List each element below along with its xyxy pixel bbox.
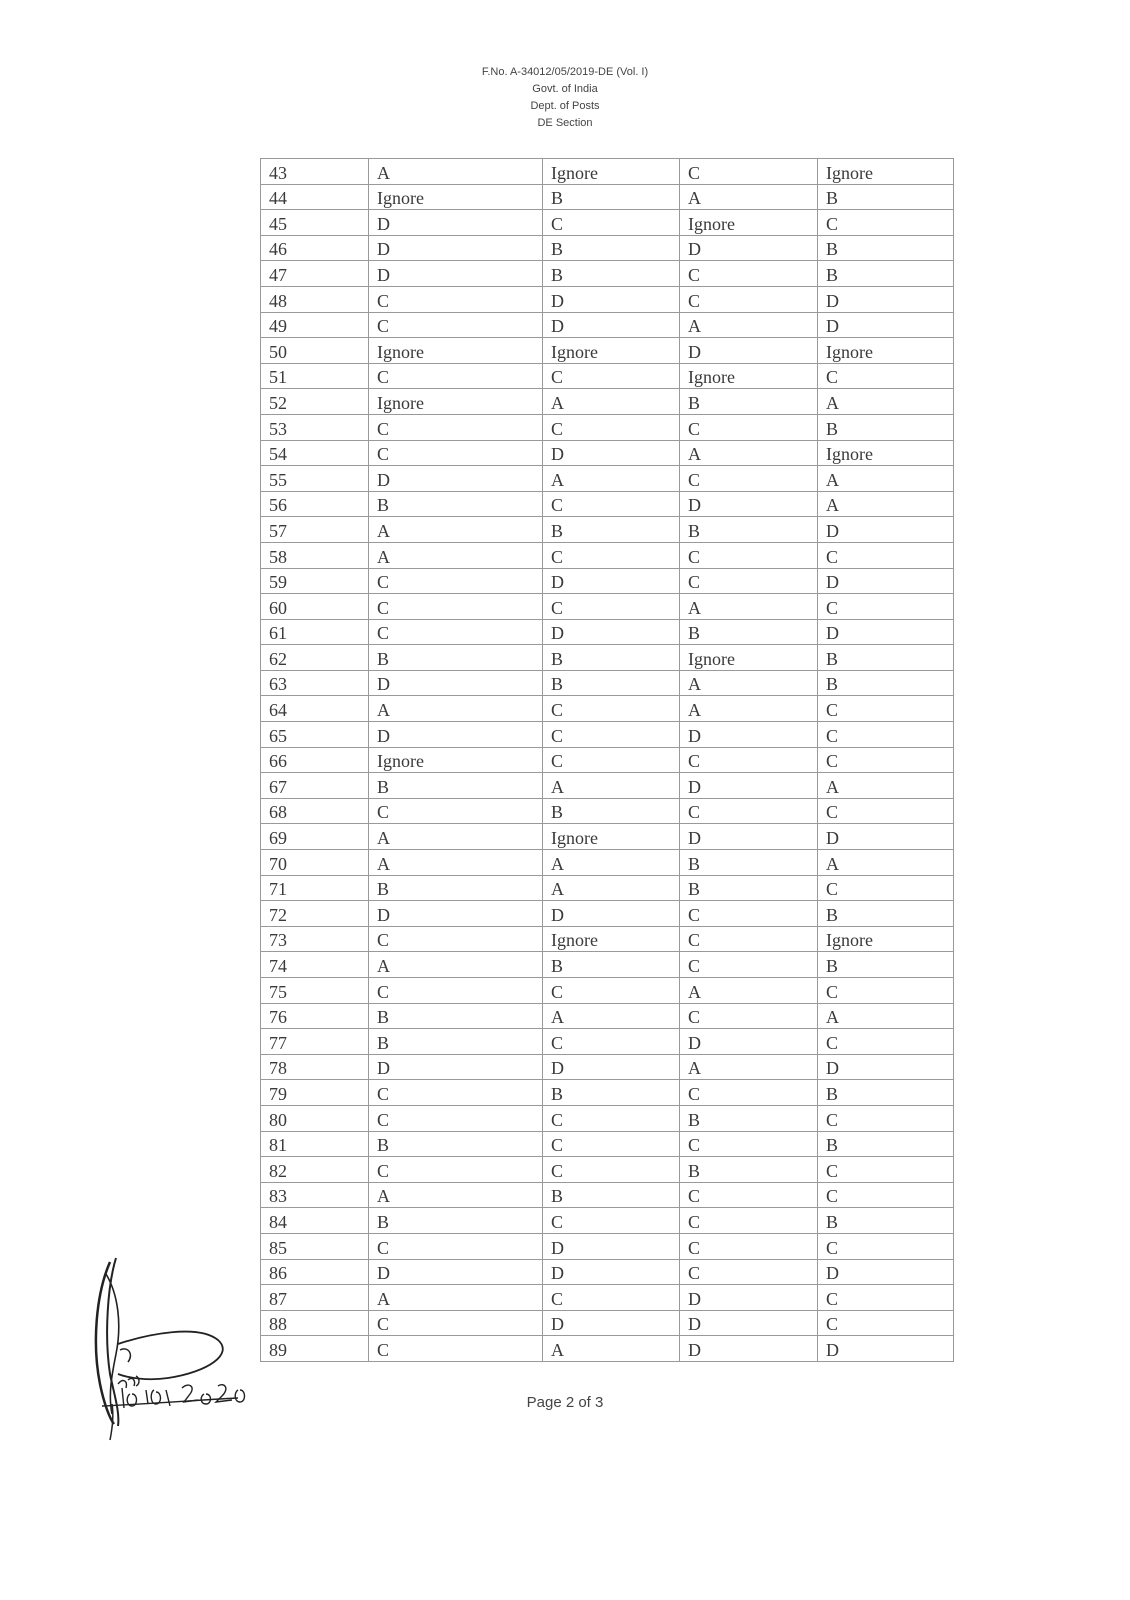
table-row [261,696,954,722]
question-number-cell: 78 [261,1054,369,1080]
answer-cell: C [543,542,680,568]
answer-cell: C [543,594,680,620]
answer-cell: B [818,645,954,671]
answer-cell: C [818,1233,954,1259]
answer-cell: B [818,235,954,261]
answer-cell: B [543,517,680,543]
page-number: Page 2 of 3 [526,1394,604,1411]
question-number-cell: 76 [261,1003,369,1029]
answer-cell: C [543,491,680,517]
answer-cell: D [369,261,543,287]
answer-cell: C [369,1233,543,1259]
answer-cell: A [818,389,954,415]
answer-cell: D [543,901,680,927]
question-number-cell: 69 [261,824,369,850]
answer-cell: B [369,1003,543,1029]
answer-cell: A [369,1285,543,1311]
question-number-cell: 63 [261,670,369,696]
table-row [261,1208,954,1234]
answer-cell: C [818,1285,954,1311]
answer-cell: D [680,1336,818,1362]
answer-cell: C [680,1208,818,1234]
answer-cell: Ignore [369,338,543,364]
answer-cell: C [818,210,954,236]
dept-label: Dept. of Posts [530,100,600,112]
answer-cell: C [818,747,954,773]
answer-cell: C [369,414,543,440]
answer-cell: Ignore [680,210,818,236]
table-row [261,568,954,594]
answer-cell: D [818,1054,954,1080]
question-number-cell: 82 [261,1157,369,1183]
question-number-cell: 79 [261,1080,369,1106]
answer-cell: B [543,261,680,287]
question-number-cell: 55 [261,466,369,492]
answer-cell: C [680,261,818,287]
question-number-cell: 44 [261,184,369,210]
answer-cell: C [369,978,543,1004]
answer-cell: C [680,1003,818,1029]
answer-cell: C [543,1285,680,1311]
answer-cell: B [543,1080,680,1106]
answer-cell: B [369,875,543,901]
question-number-cell: 48 [261,286,369,312]
question-number-cell: 64 [261,696,369,722]
answer-cell: C [543,210,680,236]
table-row [261,645,954,671]
question-number-cell: 81 [261,1131,369,1157]
table-row [261,389,954,415]
answer-cell: D [680,235,818,261]
answer-cell: A [680,1054,818,1080]
answer-cell: B [369,1208,543,1234]
answer-cell: B [818,1131,954,1157]
answer-cell: C [369,440,543,466]
table-row [261,338,954,364]
table-row [261,1285,954,1311]
answer-cell: B [680,1157,818,1183]
answer-cell: A [680,440,818,466]
table-row [261,517,954,543]
section-label: DE Section [537,117,593,129]
answer-cell: B [680,850,818,876]
answer-cell: C [680,542,818,568]
question-number-cell: 47 [261,261,369,287]
table-row [261,901,954,927]
answer-cell: B [680,1105,818,1131]
question-number-cell: 60 [261,594,369,620]
table-row [261,1080,954,1106]
answer-cell: C [369,1080,543,1106]
table-row [261,312,954,338]
answer-cell: D [818,1336,954,1362]
answer-cell: A [369,1182,543,1208]
question-number-cell: 50 [261,338,369,364]
answer-cell: D [680,338,818,364]
answer-cell: C [680,747,818,773]
answer-cell: A [369,824,543,850]
question-number-cell: 46 [261,235,369,261]
table-row [261,159,954,185]
answer-cell: C [543,696,680,722]
question-number-cell: 74 [261,952,369,978]
answer-cell: B [680,389,818,415]
answer-cell: A [369,952,543,978]
question-number-cell: 87 [261,1285,369,1311]
answer-cell: C [369,1336,543,1362]
answer-cell: D [543,568,680,594]
answer-cell: C [369,594,543,620]
question-number-cell: 85 [261,1233,369,1259]
answer-cell: Ignore [543,159,680,185]
answer-cell: C [818,594,954,620]
answer-cell: C [369,312,543,338]
answer-cell: D [543,440,680,466]
answer-cell: C [818,363,954,389]
answer-cell: D [369,670,543,696]
answer-cell: D [543,1259,680,1285]
answer-cell: A [543,773,680,799]
table-row [261,1105,954,1131]
answer-cell: A [543,1003,680,1029]
answer-cell: C [818,978,954,1004]
answer-cell: C [369,798,543,824]
question-number-cell: 58 [261,542,369,568]
answer-cell: C [543,1029,680,1055]
file-number: F.No. A-34012/05/2019-DE (Vol. I) [481,66,649,78]
answer-cell: D [369,722,543,748]
question-number-cell: 67 [261,773,369,799]
answer-cell: A [680,312,818,338]
answer-cell: B [369,1131,543,1157]
answer-cell: B [818,1208,954,1234]
table-row [261,824,954,850]
answer-cell: B [818,901,954,927]
answer-key-table [260,158,954,1362]
answer-cell: A [543,875,680,901]
answer-cell: B [543,798,680,824]
page-header [0,64,1130,132]
question-number-cell: 88 [261,1310,369,1336]
answer-cell: B [680,619,818,645]
answer-cell: C [543,978,680,1004]
answer-cell: Ignore [680,645,818,671]
table-row [261,491,954,517]
table-row [261,1054,954,1080]
answer-cell: Ignore [818,440,954,466]
answer-cell: C [680,414,818,440]
answer-cell: D [818,1259,954,1285]
answer-cell: D [369,235,543,261]
answer-cell: C [818,1105,954,1131]
answer-cell: C [680,1182,818,1208]
answer-cell: A [680,594,818,620]
table-row [261,1182,954,1208]
answer-cell: D [543,1233,680,1259]
answer-cell: D [543,619,680,645]
answer-cell: Ignore [369,184,543,210]
answer-cell: D [680,1310,818,1336]
table-row [261,747,954,773]
answer-cell: C [369,286,543,312]
answer-cell: B [818,414,954,440]
answer-cell: C [543,1105,680,1131]
answer-cell: D [818,312,954,338]
answer-cell: C [818,696,954,722]
table-row [261,414,954,440]
table-row [261,286,954,312]
table-row [261,210,954,236]
answer-cell: C [680,1080,818,1106]
answer-cell: C [680,926,818,952]
question-number-cell: 59 [261,568,369,594]
answer-cell: C [818,542,954,568]
answer-cell: B [543,235,680,261]
answer-cell: A [543,466,680,492]
table-row [261,594,954,620]
answer-cell: C [818,1182,954,1208]
answer-cell: D [369,1259,543,1285]
answer-cell: D [818,824,954,850]
answer-cell: B [543,670,680,696]
answer-cell: A [818,773,954,799]
table-row [261,1029,954,1055]
answer-cell: D [543,1054,680,1080]
answer-cell: Ignore [818,926,954,952]
answer-cell: C [818,798,954,824]
answer-cell: A [680,670,818,696]
answer-cell: C [680,1233,818,1259]
answer-cell: C [369,1157,543,1183]
answer-cell: B [369,773,543,799]
answer-cell: C [369,1105,543,1131]
answer-cell: C [680,1131,818,1157]
answer-cell: B [369,1029,543,1055]
answer-cell: C [680,1259,818,1285]
answer-cell: C [680,952,818,978]
answer-cell: D [680,773,818,799]
question-number-cell: 77 [261,1029,369,1055]
answer-cell: C [680,901,818,927]
table-row [261,850,954,876]
answer-cell: B [543,645,680,671]
answer-cell: B [818,952,954,978]
answer-cell: A [369,517,543,543]
answer-cell: C [543,722,680,748]
question-number-cell: 61 [261,619,369,645]
question-number-cell: 57 [261,517,369,543]
answer-cell: C [818,875,954,901]
answer-cell: C [818,1157,954,1183]
question-number-cell: 54 [261,440,369,466]
question-number-cell: 62 [261,645,369,671]
answer-cell: C [818,722,954,748]
table-row [261,773,954,799]
answer-cell: B [818,261,954,287]
answer-cell: Ignore [543,824,680,850]
question-number-cell: 45 [261,210,369,236]
answer-cell: C [543,1208,680,1234]
question-number-cell: 68 [261,798,369,824]
question-number-cell: 86 [261,1259,369,1285]
table-row [261,722,954,748]
answer-cell: A [543,1336,680,1362]
answer-cell: B [543,952,680,978]
table-row [261,466,954,492]
table-row [261,978,954,1004]
question-number-cell: 49 [261,312,369,338]
table-row [261,952,954,978]
table-row [261,1157,954,1183]
table-row [261,926,954,952]
question-number-cell: 52 [261,389,369,415]
question-number-cell: 73 [261,926,369,952]
answer-cell: D [680,491,818,517]
answer-cell: A [543,850,680,876]
answer-cell: D [543,1310,680,1336]
answer-cell: Ignore [818,159,954,185]
answer-cell: C [369,619,543,645]
answer-cell: A [680,978,818,1004]
table-row [261,440,954,466]
question-number-cell: 43 [261,159,369,185]
answer-cell: A [818,491,954,517]
table-row [261,1233,954,1259]
answer-cell: C [543,1131,680,1157]
answer-cell: C [543,747,680,773]
answer-cell: D [680,722,818,748]
table-row [261,235,954,261]
answer-cell: C [680,466,818,492]
answer-cell: A [818,466,954,492]
table-row [261,619,954,645]
table-row [261,261,954,287]
question-number-cell: 70 [261,850,369,876]
answer-cell: C [680,568,818,594]
answer-cell: B [543,1182,680,1208]
answer-cell: Ignore [818,338,954,364]
question-number-cell: 89 [261,1336,369,1362]
answer-cell: C [543,1157,680,1183]
answer-cell: C [680,159,818,185]
question-number-cell: 56 [261,491,369,517]
answer-cell: B [818,184,954,210]
table-row [261,363,954,389]
question-number-cell: 66 [261,747,369,773]
table-row [261,670,954,696]
answer-cell: A [369,542,543,568]
answer-cell: Ignore [543,926,680,952]
answer-cell: C [543,414,680,440]
table-row [261,1003,954,1029]
answer-cell: A [818,850,954,876]
answer-cell: Ignore [369,389,543,415]
table-row [261,1310,954,1336]
question-number-cell: 72 [261,901,369,927]
answer-cell: D [680,1029,818,1055]
answer-cell: C [369,1310,543,1336]
answer-cell: D [680,1285,818,1311]
answer-cell: B [543,184,680,210]
answer-cell: B [369,491,543,517]
answer-cell: B [818,670,954,696]
answer-cell: A [369,159,543,185]
table-row [261,798,954,824]
answer-cell: D [369,210,543,236]
answer-cell: B [680,517,818,543]
question-number-cell: 75 [261,978,369,1004]
answer-cell: D [818,517,954,543]
answer-cell: A [680,696,818,722]
table-row [261,184,954,210]
answer-cell: A [369,850,543,876]
question-number-cell: 71 [261,875,369,901]
answer-cell: B [818,1080,954,1106]
govt-label: Govt. of India [532,83,598,95]
answer-cell: D [369,1054,543,1080]
answer-cell: D [818,619,954,645]
answer-cell: C [369,363,543,389]
answer-cell: C [680,798,818,824]
answer-cell: A [369,696,543,722]
answer-cell: Ignore [680,363,818,389]
question-number-cell: 84 [261,1208,369,1234]
answer-cell: A [818,1003,954,1029]
table-row [261,1131,954,1157]
answer-cell: B [369,645,543,671]
answer-cell: C [543,363,680,389]
question-number-cell: 83 [261,1182,369,1208]
table-row [261,542,954,568]
answer-cell: D [369,466,543,492]
question-number-cell: 65 [261,722,369,748]
answer-cell: C [818,1029,954,1055]
answer-cell: Ignore [543,338,680,364]
answer-cell: A [543,389,680,415]
answer-cell: A [680,184,818,210]
answer-cell: D [680,824,818,850]
answer-cell: D [543,286,680,312]
question-number-cell: 51 [261,363,369,389]
signature-scribble [88,1254,258,1464]
answer-cell: C [369,568,543,594]
table-row [261,875,954,901]
question-number-cell: 80 [261,1105,369,1131]
question-number-cell: 53 [261,414,369,440]
answer-cell: C [369,926,543,952]
answer-cell: D [369,901,543,927]
table-row [261,1259,954,1285]
answer-cell: Ignore [369,747,543,773]
answer-cell: C [680,286,818,312]
answer-cell: C [818,1310,954,1336]
table-row [261,1336,954,1362]
answer-cell: B [680,875,818,901]
answer-table-body [261,159,954,1362]
answer-cell: D [818,568,954,594]
answer-cell: D [543,312,680,338]
answer-cell: D [818,286,954,312]
